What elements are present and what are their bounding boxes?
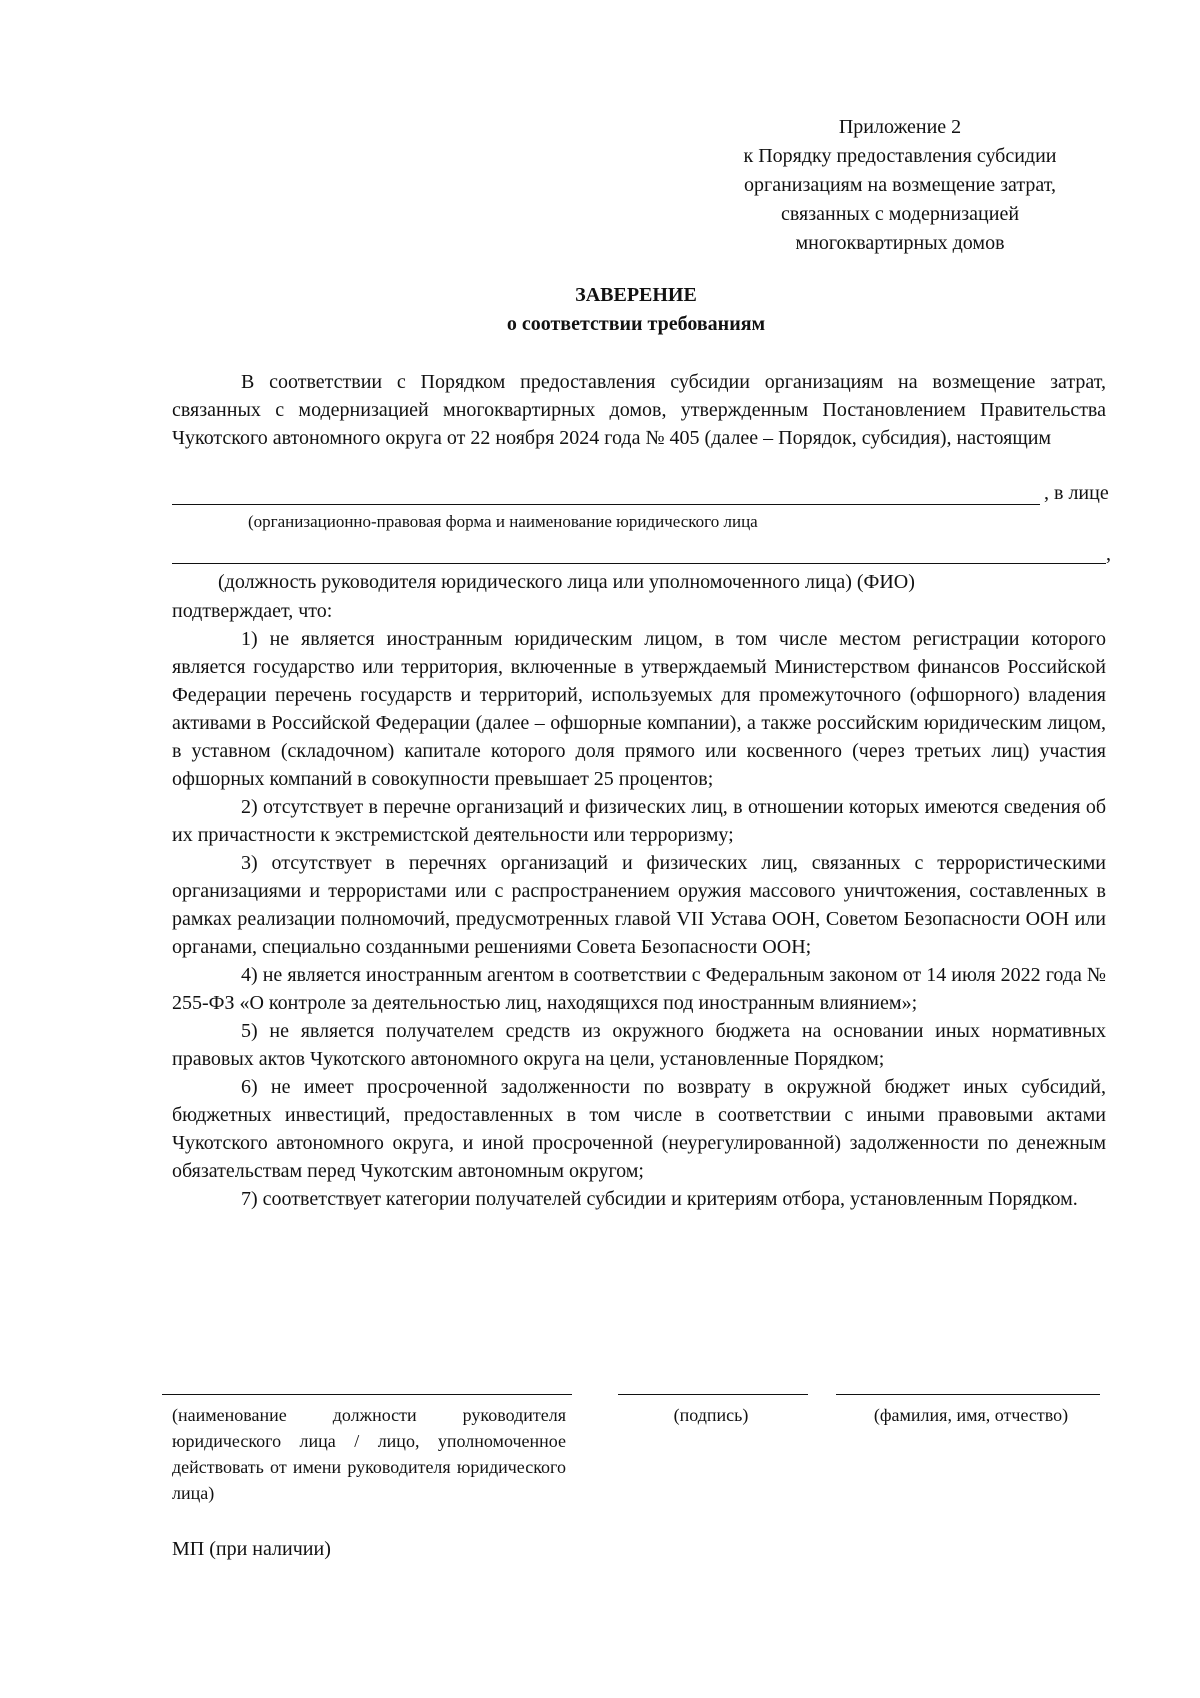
intro-paragraph: В соответствии с Порядком предоставления субсидии организациям на возмещение затрат, связанных с модернизацией многоквартирных домов, утвержденным Постановлением Правительства Чукотского автономного округа от 22 ноября 2024 года № 405 (далее – Порядок, субсидия), настоящим	[172, 371, 1106, 449]
condition-item: 1) не является иностранным юридическим лицом, в том числе местом регистрации которого является государство или территория, включенные в утверждаемый Министерством финансов Российской Федерации перечень государств и территорий, используемых для промежуточного (офшорного) владения активами в Российской Федерации (далее – офшорные компании), а также российским юридическим лицом, в уставном (складочном) капитале которого доля прямого или косвенного (через третьих лиц) участия офшорных компаний в совокупности превышает 25 процентов;	[172, 628, 1106, 790]
confirms-text: подтверждает, что:	[172, 600, 333, 622]
document-subtitle: о соответствии требованиям	[506, 313, 766, 335]
full-name-caption: (фамилия, имя, отчество)	[873, 1405, 1069, 1425]
appendix-line: многоквартирных домов	[795, 232, 1005, 254]
appendix-number: Приложение 2	[838, 116, 962, 138]
condition-item: 6) не имеет просроченной задолженности по возврату в окружной бюджет иных субсидий, бюджетных инвестиций, предоставленных в том числе в соответствии с иными правовыми актами Чукотского автономного округа, и иной просроченной (неурегулированной) задолженности по денежным обязательствам перед Чукотским автономным округом;	[172, 1076, 1106, 1182]
condition-item: 3) отсутствует в перечнях организаций и физических лиц, связанных с террористическими организациями и террористами или с распространением оружия массового уничтожения, составленных в рамках реализации полномочий, предусмотренных главой VII Устава ООН, Советом Безопасности ООН или органами, специально созданными решениями Совета Безопасности ООН;	[172, 852, 1106, 958]
signature-line[interactable]	[618, 1394, 808, 1395]
position-signature-line[interactable]	[162, 1394, 572, 1395]
condition-item: 2) отсутствует в перечне организаций и физических лиц, в отношении которых имеются сведения об их причастности к экстремистской деятельности или терроризму;	[172, 796, 1106, 846]
conditions-block	[172, 597, 1106, 1213]
fill-line-suffix: ,	[1106, 543, 1111, 565]
document-title: ЗАВЕРЕНИЕ	[575, 284, 697, 306]
appendix-line: организациям на возмещение затрат,	[744, 174, 1056, 196]
appendix-line: к Порядку предоставления субсидии	[743, 145, 1057, 167]
condition-item: 4) не является иностранным агентом в соответствии с Федеральным законом от 14 июля 2022 года № 255-ФЗ «О контроле за деятельностью лиц, находящихся под иностранным влиянием»;	[172, 964, 1106, 1014]
head-position-line[interactable]	[172, 563, 1106, 564]
signature-caption: (подпись)	[673, 1405, 749, 1425]
organization-name-caption: (организационно-правовая форма и наименование юридического лица	[248, 512, 758, 531]
appendix-line: связанных с модернизацией	[780, 203, 1020, 225]
full-name-line[interactable]	[836, 1394, 1100, 1395]
head-position-caption: (должность руководителя юридического лица или уполномоченного лица) (ФИО)	[218, 571, 915, 593]
fill-line-suffix: , в лице	[1044, 482, 1109, 504]
organization-name-line[interactable]	[172, 504, 1040, 505]
condition-item: 7) соответствует категории получателей субсидии и критериям отбора, установленным Порядком.	[241, 1188, 1078, 1210]
position-caption: (наименование должности руководителя юридического лица / лицо, уполномоченное действовать от имени руководителя юридического лица)	[172, 1405, 566, 1503]
appendix-header	[690, 113, 1110, 258]
intro-block	[172, 368, 1106, 452]
stamp-note: МП (при наличии)	[172, 1538, 331, 1560]
condition-item: 5) не является получателем средств из окружного бюджета на основании иных нормативных правовых актов Чукотского автономного округа на цели, установленные Порядком;	[172, 1020, 1106, 1070]
